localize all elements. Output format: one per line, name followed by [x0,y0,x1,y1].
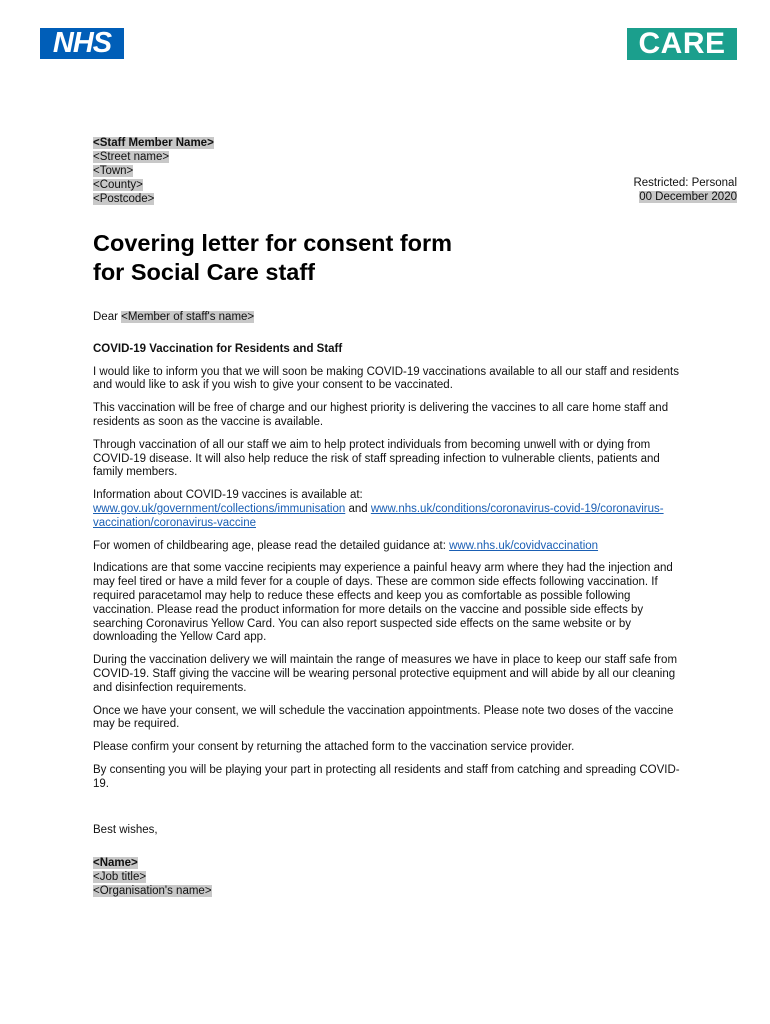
title-line-2: for Social Care staff [93,259,316,285]
letter-date: 00 December 2020 [639,191,737,203]
classification: Restricted: Personal [633,177,737,189]
signature-organisation: <Organisation's name> [93,885,212,897]
gov-immunisation-link[interactable]: www.gov.uk/government/collections/immunisation [93,502,346,515]
paragraph-3: Through vaccination of all our staff we aim to help protect individuals from becoming unwell with or dying from COVID-19 disease. It will also help reduce the risk of staff spreading infection to vulnerable clients, patients and family members. [93,438,660,479]
address-town: <Town> [93,165,134,177]
care-logo: CARE [627,28,737,60]
greeting [93,311,693,325]
letter-meta [633,176,737,204]
page-title [93,229,452,287]
paragraph-10: By consenting you will be playing your part in protecting all residents and staff from catching and spreading COVID-19. [93,763,680,790]
greeting-name: <Member of staff's name> [121,311,255,323]
nhs-coronavirus-vaccine-link[interactable]: www.nhs.uk/conditions/coronavirus-covid-19/coronavirus-vaccination/coronavirus-vaccine [93,502,664,529]
childbearing-text: For women of childbearing age, please read the detailed guidance at: [93,539,450,552]
paragraph-1: I would like to inform you that we will soon be making COVID-19 vaccinations available to all our staff and residents and would like to ask if you wish to give your consent to be vaccinated. [93,365,679,392]
address-postcode: <Postcode> [93,193,155,205]
address-county: <County> [93,179,143,191]
address-name: <Staff Member Name> [93,137,214,149]
paragraph-8: Once we have your consent, we will schedule the vaccination appointments. Please note two doses of the vaccine may be required. [93,704,674,731]
paragraph-4 [93,489,693,530]
address-street: <Street name> [93,151,170,163]
signature-block [93,856,212,898]
paragraph-2: This vaccination will be free of charge and our highest priority is delivering the vaccines to all care home staff and residents as soon as the vaccine is available. [93,402,669,428]
greeting-prefix: Dear [93,311,122,323]
paragraph-9: Please confirm your consent by returning the attached form to the vaccination service provider. [93,741,575,754]
paragraph-5 [93,540,693,554]
title-line-1: Covering letter for consent form [93,230,453,256]
signature-job-title: <Job title> [93,871,147,883]
paragraph-6: Indications are that some vaccine recipients may experience a painful heavy arm where they had the injection and may feel tired or have a mild fever for a couple of days. These are common side effects following vaccination. If required paracetamol may help to reduce these effects and keep you as comfortable as possible following vaccination. Please read the product information for more details on the vaccine and possible side effects by searching Coronavirus Yellow Card. You can also report suspected side effects on the same website or by downloading the Yellow Card app. [93,562,673,644]
covidvaccination-link[interactable]: www.nhs.uk/covidvaccination [449,539,599,552]
nhs-logo: NHS [40,28,124,59]
signoff: Best wishes, [93,824,158,836]
letter-body [93,311,693,801]
section-heading: COVID-19 Vaccination for Residents and Staff [93,342,343,355]
info-intro: Information about COVID-19 vaccines is available at: [93,489,363,502]
signature-name: <Name> [93,857,138,869]
info-and: and [345,502,371,515]
recipient-address [93,136,214,206]
paragraph-7: During the vaccination delivery we will maintain the range of measures we have in place to keep our staff safe from COVID-19. Staff giving the vaccine will be wearing personal protective equipment and will abide by all our cleaning and disinfection requirements. [93,654,678,694]
